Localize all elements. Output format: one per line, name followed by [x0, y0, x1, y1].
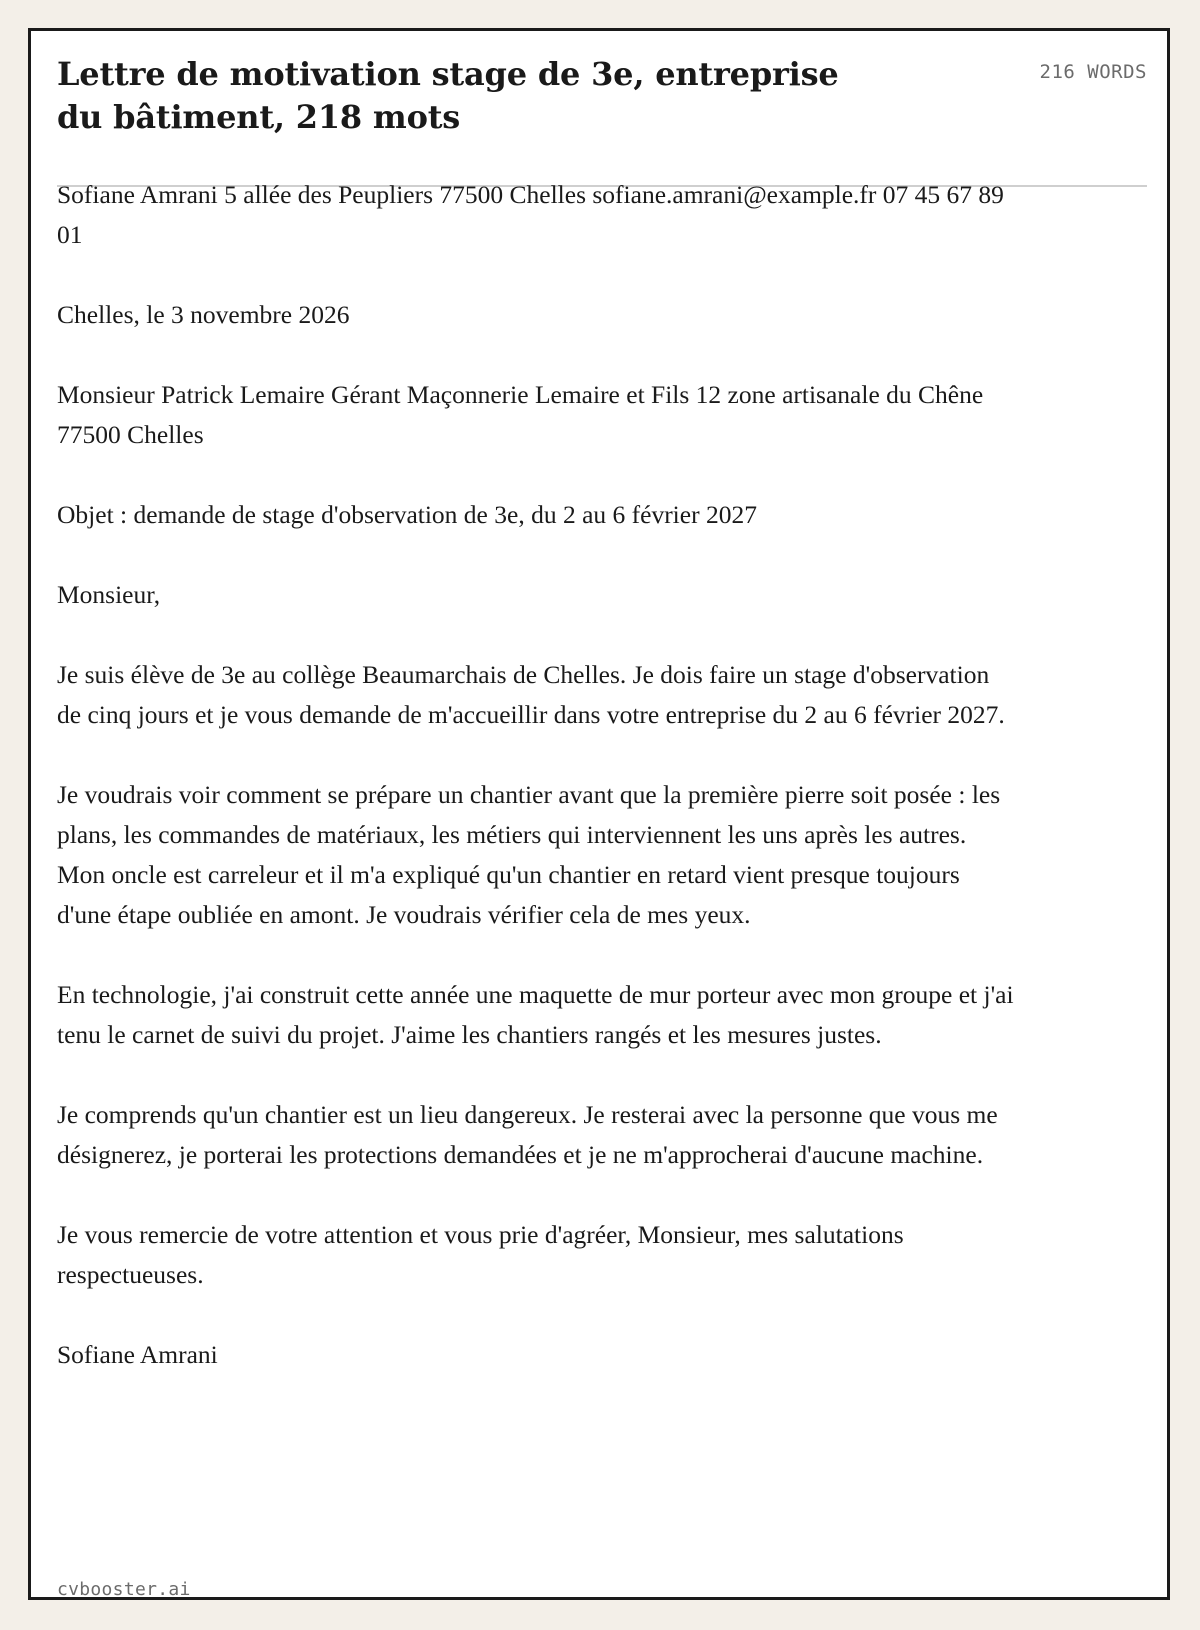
recipient-block: Monsieur Patrick Lemaire Gérant Maçonnerie Lemaire et Fils 12 zone artisanale du Chêne 77500 Chelles: [57, 380, 984, 449]
page-title: Lettre de motivation stage de 3e, entreprise du bâtiment, 218 mots: [57, 55, 839, 136]
signature: Sofiane Amrani: [57, 1340, 218, 1369]
letter-header: [57, 53, 1147, 187]
sender-block: Sofiane Amrani 5 allée des Peupliers 77500 Chelles sofiane.amrani@example.fr 07 45 67 89 01: [57, 180, 1004, 249]
word-count-badge: 216 WORDS: [1039, 61, 1147, 83]
letter-body: [57, 175, 1017, 1375]
letter-card: [28, 28, 1170, 1600]
footer-brand: cvbooster.ai: [57, 1579, 191, 1600]
date-line: Chelles, le 3 novembre 2026: [57, 300, 350, 329]
closing-paragraph: Je vous remercie de votre attention et vous prie d'agréer, Monsieur, mes salutations respectueuses.: [57, 1220, 904, 1289]
body-paragraph: Je comprends qu'un chantier est un lieu dangereux. Je resterai avec la personne que vous me désignerez, je porterai les protections demandées et je ne m'approcherai d'aucune machine.: [57, 1100, 998, 1169]
subject-line: Objet : demande de stage d'observation de 3e, du 2 au 6 février 2027: [57, 500, 757, 529]
body-paragraph: Je suis élève de 3e au collège Beaumarchais de Chelles. Je dois faire un stage d'observation de cinq jours et je vous demande de m'accueillir dans votre entreprise du 2 au 6 février 2027.: [57, 660, 1005, 729]
body-paragraph: Je voudrais voir comment se prépare un chantier avant que la première pierre soit posée : les plans, les commandes de matériaux, les métiers qui interviennent les uns après les autres. Mon oncle est carreleur et il m'a expliqué qu'un chantier en retard vient presque toujours d'une étape oubliée en amont. Je voudrais vérifier cela de mes yeux.: [57, 780, 1001, 929]
body-paragraph: En technologie, j'ai construit cette année une maquette de mur porteur avec mon groupe et j'ai tenu le carnet de suivi du projet. J'aime les chantiers rangés et les mesures justes.: [57, 980, 1014, 1049]
salutation: Monsieur,: [57, 580, 161, 609]
